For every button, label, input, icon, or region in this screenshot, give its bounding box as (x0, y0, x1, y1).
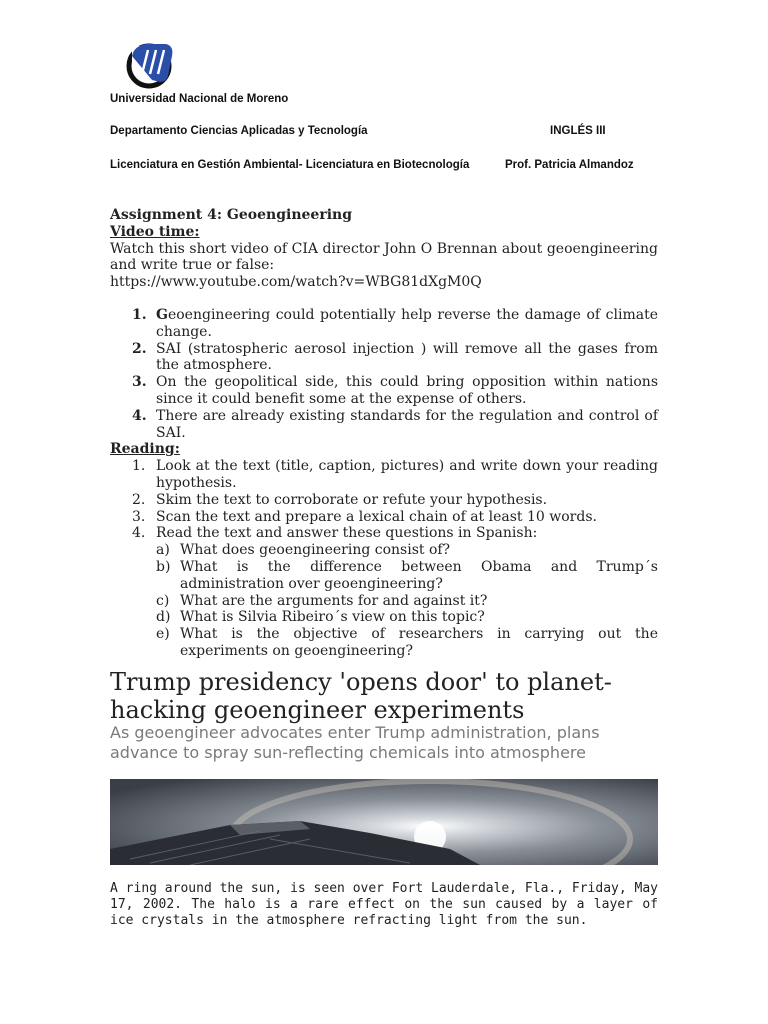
video-instructions: Watch this short video of CIA director John O Brennan about geoengineering and write true or false: (110, 240, 658, 274)
statement-item (110, 374, 658, 408)
question-letter: b) (156, 558, 171, 575)
question-item (110, 609, 658, 626)
question-item (110, 626, 658, 660)
question-text: What does geoengineering consist of? (180, 542, 451, 559)
professor-name: Prof. Patricia Almandoz (505, 159, 634, 171)
questions-list (110, 542, 658, 660)
degree-names: Licenciatura en Gestión Ambiental- Licenciatura en Biotecnología (110, 159, 470, 171)
statement-item (110, 307, 658, 341)
statement-item (110, 408, 658, 442)
reading-step (110, 525, 658, 542)
header-degrees-line (110, 159, 658, 171)
question-letter: a) (156, 542, 170, 559)
step-text: Skim the text to corroborate or refute your hypothesis. (156, 491, 548, 508)
statement-number: 2. (132, 340, 147, 357)
reading-step (110, 492, 658, 509)
reading-step (110, 509, 658, 526)
statement-number: 1. (132, 306, 147, 323)
question-text: What is the difference between Obama and Trump´s administration over geoengineering? (180, 558, 658, 592)
question-item (110, 559, 658, 593)
header-department-line (110, 125, 658, 137)
step-text: Look at the text (title, caption, pictures) and write down your reading hypothesis. (156, 458, 658, 491)
statement-text: There are already existing standards for the regulation and control of SAI. (156, 407, 658, 441)
question-letter: c) (156, 592, 170, 609)
statement-number: 4. (132, 407, 147, 424)
step-number: 1. (132, 458, 146, 475)
question-text: What are the arguments for and against it? (180, 592, 488, 609)
statement-lead-letter: G (156, 306, 168, 323)
statement-text: eoengineering could potentially help reverse the damage of climate change. (156, 306, 658, 340)
question-letter: d) (156, 609, 171, 626)
article-standfirst: As geoengineer advocates enter Trump administration, plans advance to spray sun-reflecting chemicals into atmosphere (110, 723, 600, 762)
sun-halo-photo (110, 779, 658, 865)
assignment-title: Assignment 4: Geoengineering (110, 207, 352, 223)
question-item (110, 542, 658, 559)
reading-steps-list (110, 458, 658, 542)
reading-heading: Reading: (110, 441, 180, 458)
video-heading: Video time: (110, 223, 200, 240)
true-false-list (110, 307, 658, 441)
question-item (110, 593, 658, 610)
article-headline: Trump presidency 'opens door' to planet-hacking geoengineer experiments (110, 668, 612, 724)
video-url-link[interactable]: https://www.youtube.com/watch?v=WBG81dXgM0Q (110, 274, 482, 291)
department-name: Departamento Ciencias Aplicadas y Tecnología (110, 125, 368, 137)
university-logo-icon (122, 40, 178, 90)
statement-text: On the geopolitical side, this could bring opposition within nations since it could benefit some at the expense of others. (156, 374, 658, 407)
statement-text: SAI (stratospheric aerosol injection ) will remove all the gases from the atmosphere. (156, 340, 658, 374)
step-number: 4. (132, 525, 146, 542)
step-text: Read the text and answer these questions in Spanish: (156, 525, 538, 542)
statement-item (110, 341, 658, 375)
assignment-section (110, 207, 658, 660)
question-text: What is Silvia Ribeiro´s view on this topic? (180, 609, 485, 626)
statement-number: 3. (132, 374, 147, 391)
step-number: 3. (132, 508, 146, 525)
step-number: 2. (132, 491, 146, 508)
university-name: Universidad Nacional de Moreno (110, 93, 289, 105)
question-text: What is the objective of researchers in carrying out the experiments on geoengineering? (180, 626, 658, 659)
question-letter: e) (156, 626, 170, 643)
reading-step (110, 458, 658, 492)
course-name: INGLÉS III (550, 125, 606, 137)
photo-caption: A ring around the sun, is seen over Fort Lauderdale, Fla., Friday, May 17, 2002. The halo is a rare effect on the sun caused by a layer of ice crystals in the atmosphere refracting light from the sun. (110, 881, 658, 928)
step-text: Scan the text and prepare a lexical chain of at least 10 words. (156, 508, 597, 525)
photo-illustration (110, 779, 658, 865)
